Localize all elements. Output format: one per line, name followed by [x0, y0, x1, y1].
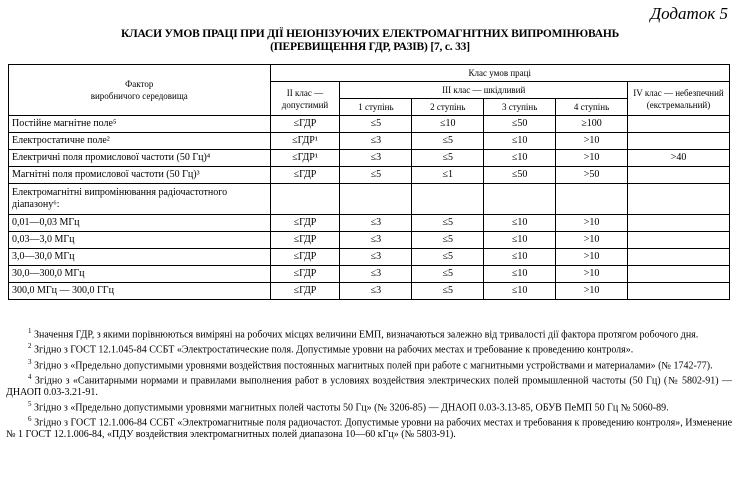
- header-row-1: [9, 65, 730, 82]
- empty-cell: [628, 184, 730, 215]
- cell-class4: [628, 232, 730, 249]
- cell-degree2: ≤1: [412, 167, 484, 184]
- row-factor: 0,03—3,0 МГц: [9, 232, 271, 249]
- cell-degree3: ≤10: [484, 150, 556, 167]
- table-row: [9, 249, 730, 266]
- footnote: [6, 399, 732, 414]
- cell-class2: ≤ГДР¹: [270, 150, 340, 167]
- cell-degree1: ≤3: [340, 266, 412, 283]
- cell-degree4: >10: [556, 133, 628, 150]
- empty-cell: [484, 184, 556, 215]
- cell-degree3: ≤50: [484, 167, 556, 184]
- footnote-mark: 3: [28, 357, 32, 366]
- cell-degree1: ≤3: [340, 133, 412, 150]
- appendix-label: Додаток 5: [650, 4, 728, 23]
- cell-degree1: ≤3: [340, 283, 412, 300]
- footnote: [6, 414, 732, 440]
- cell-degree4: >10: [556, 249, 628, 266]
- table-row: [9, 266, 730, 283]
- table-row-rf-group: [9, 184, 730, 215]
- factor-header-line-2: виробничого середовища: [90, 91, 188, 101]
- cell-degree2: ≤5: [412, 133, 484, 150]
- footnote-text: Згідно з «Предельно допустимыми уровнями воздействия постоянных магнитных полей при работе с магнитными устройствами и материалами» (№ 1742-77).: [34, 359, 713, 371]
- cell-degree3: ≤10: [484, 283, 556, 300]
- cell-degree2: ≤5: [412, 215, 484, 232]
- cell-degree3: ≤10: [484, 266, 556, 283]
- classes-header: Клас умов праці: [270, 65, 730, 82]
- footnote-text: Згідно з ГОСТ 12.1.006-84 ССБТ «Электромагнитные поля радиочастот. Допустимые уровни на рабочих местах и требования к проведению контроля», Изменение № 1 ГОСТ 12.1.006-84, «ПДУ воздействия электромагнитных полей диапазона 10—60 кГц» (№ 5803-91).: [6, 417, 733, 440]
- cell-degree3: ≤10: [484, 232, 556, 249]
- cell-degree3: ≤10: [484, 133, 556, 150]
- row-factor: Електростатичне поле²: [9, 133, 271, 150]
- page-title: [0, 28, 740, 54]
- cell-degree1: ≤3: [340, 249, 412, 266]
- footnote-text: Значення ГДР, з якими порівнюються виміряні на робочих місцях величини ЕМП, визначаються залежно від тривалості дії фактора протягом робочого дня.: [34, 329, 699, 341]
- footnote-text: Згідно з ГОСТ 12.1.045-84 ССБТ «Электростатические поля. Допустимые уровни на рабочих местах и требование к проведению контроля».: [34, 344, 634, 356]
- title-line-2: (ПЕРЕВИЩЕННЯ ГДР, РАЗІВ) [7, с. 33]: [270, 41, 470, 53]
- factor-header-line-1: Фактор: [125, 79, 154, 89]
- degree3-header: 3 ступінь: [484, 99, 556, 116]
- cell-class4: [628, 133, 730, 150]
- cell-degree1: ≤5: [340, 116, 412, 133]
- row-factor: 0,01—0,03 МГц: [9, 215, 271, 232]
- cell-class2: ≤ГДР: [270, 283, 340, 300]
- cell-class2: ≤ГДР: [270, 167, 340, 184]
- working-conditions-table: [8, 64, 730, 300]
- footnotes: [6, 326, 732, 441]
- degree1-header: 1 ступінь: [340, 99, 412, 116]
- cell-degree4: >10: [556, 150, 628, 167]
- table-row: [9, 167, 730, 184]
- cell-class4: [628, 283, 730, 300]
- degree2-header: 2 ступінь: [412, 99, 484, 116]
- cell-class2: ≤ГДР: [270, 266, 340, 283]
- cell-class2: ≤ГДР: [270, 215, 340, 232]
- cell-degree2: ≤5: [412, 249, 484, 266]
- cell-class4: [628, 266, 730, 283]
- row-factor: 300,0 МГц — 300,0 ГГц: [9, 283, 271, 300]
- rf-group-label: Електромагнітні випромінювання радіочастотного діапазону⁶:: [9, 184, 271, 215]
- empty-cell: [412, 184, 484, 215]
- table-row: [9, 116, 730, 133]
- cell-class4: [628, 215, 730, 232]
- cell-degree1: ≤3: [340, 232, 412, 249]
- cell-degree2: ≤5: [412, 232, 484, 249]
- class4-header: IV клас — небезпечний (екстремальний): [628, 82, 730, 116]
- footnote: [6, 372, 732, 398]
- title-line-1: КЛАСИ УМОВ ПРАЦІ ПРИ ДІЇ НЕІОНІЗУЮЧИХ ЕЛЕКТРОМАГНІТНИХ ВИПРОМІНЮВАНЬ: [120, 28, 620, 40]
- cell-degree4: >10: [556, 232, 628, 249]
- cell-degree3: ≤10: [484, 215, 556, 232]
- table-row: [9, 150, 730, 167]
- cell-degree2: ≤10: [412, 116, 484, 133]
- cell-degree2: ≤5: [412, 283, 484, 300]
- footnote-mark: 1: [28, 327, 32, 335]
- table-row: [9, 283, 730, 300]
- cell-class4: >40: [628, 150, 730, 167]
- cell-degree4: >10: [556, 266, 628, 283]
- table-row: [9, 215, 730, 232]
- cell-degree1: ≤5: [340, 167, 412, 184]
- footnote-mark: 4: [28, 372, 32, 381]
- cell-degree4: ≥100: [556, 116, 628, 133]
- cell-class2: ≤ГДР¹: [270, 133, 340, 150]
- cell-degree3: ≤10: [484, 249, 556, 266]
- cell-degree3: ≤50: [484, 116, 556, 133]
- footnote-mark: 5: [28, 399, 32, 408]
- footnote-text: Згідно з «Санитарными нормами и правилами выполнения работ в условиях воздействия электрических полей промышленной частоты (50 Гц) (№ 5802-91) — ДНАОП 0.03-3.21-91.: [6, 375, 732, 398]
- cell-class4: [628, 167, 730, 184]
- footnote: [6, 326, 732, 341]
- table-row: [9, 232, 730, 249]
- empty-cell: [340, 184, 412, 215]
- cell-degree4: >50: [556, 167, 628, 184]
- cell-degree1: ≤3: [340, 215, 412, 232]
- row-factor: Електричні поля промислової частоти (50 Гц)⁴: [9, 150, 271, 167]
- cell-class2: ≤ГДР: [270, 232, 340, 249]
- footnote-mark: 6: [28, 415, 32, 424]
- cell-degree1: ≤3: [340, 150, 412, 167]
- table-row: [9, 133, 730, 150]
- cell-class2: ≤ГДР: [270, 249, 340, 266]
- row-factor: Постійне магнітне поле⁵: [9, 116, 271, 133]
- factor-header: [9, 65, 271, 116]
- cell-degree4: >10: [556, 283, 628, 300]
- footnote-text: Згідно з «Предельно допустимыми уровнями магнитных полей частоты 50 Гц» (№ 3206-85) — ДНАОП 0.03-3.13-85, ОБУВ ПеМП 50 Гц № 5060-89.: [34, 402, 669, 414]
- row-factor: 30,0—300,0 МГц: [9, 266, 271, 283]
- footnote-mark: 2: [28, 342, 32, 351]
- empty-cell: [270, 184, 340, 215]
- footnote: [6, 357, 732, 372]
- class3-header: ІІІ клас — шкідливий: [340, 82, 628, 99]
- footnote: [6, 341, 732, 356]
- cell-degree2: ≤5: [412, 266, 484, 283]
- cell-degree2: ≤5: [412, 150, 484, 167]
- cell-class4: [628, 116, 730, 133]
- class2-header: ІІ клас — допустимий: [270, 82, 340, 116]
- degree4-header: 4 ступінь: [556, 99, 628, 116]
- cell-class2: ≤ГДР: [270, 116, 340, 133]
- cell-degree4: >10: [556, 215, 628, 232]
- empty-cell: [556, 184, 628, 215]
- row-factor: Магнітні поля промислової частоти (50 Гц)³: [9, 167, 271, 184]
- row-factor: 3,0—30,0 МГц: [9, 249, 271, 266]
- cell-class4: [628, 249, 730, 266]
